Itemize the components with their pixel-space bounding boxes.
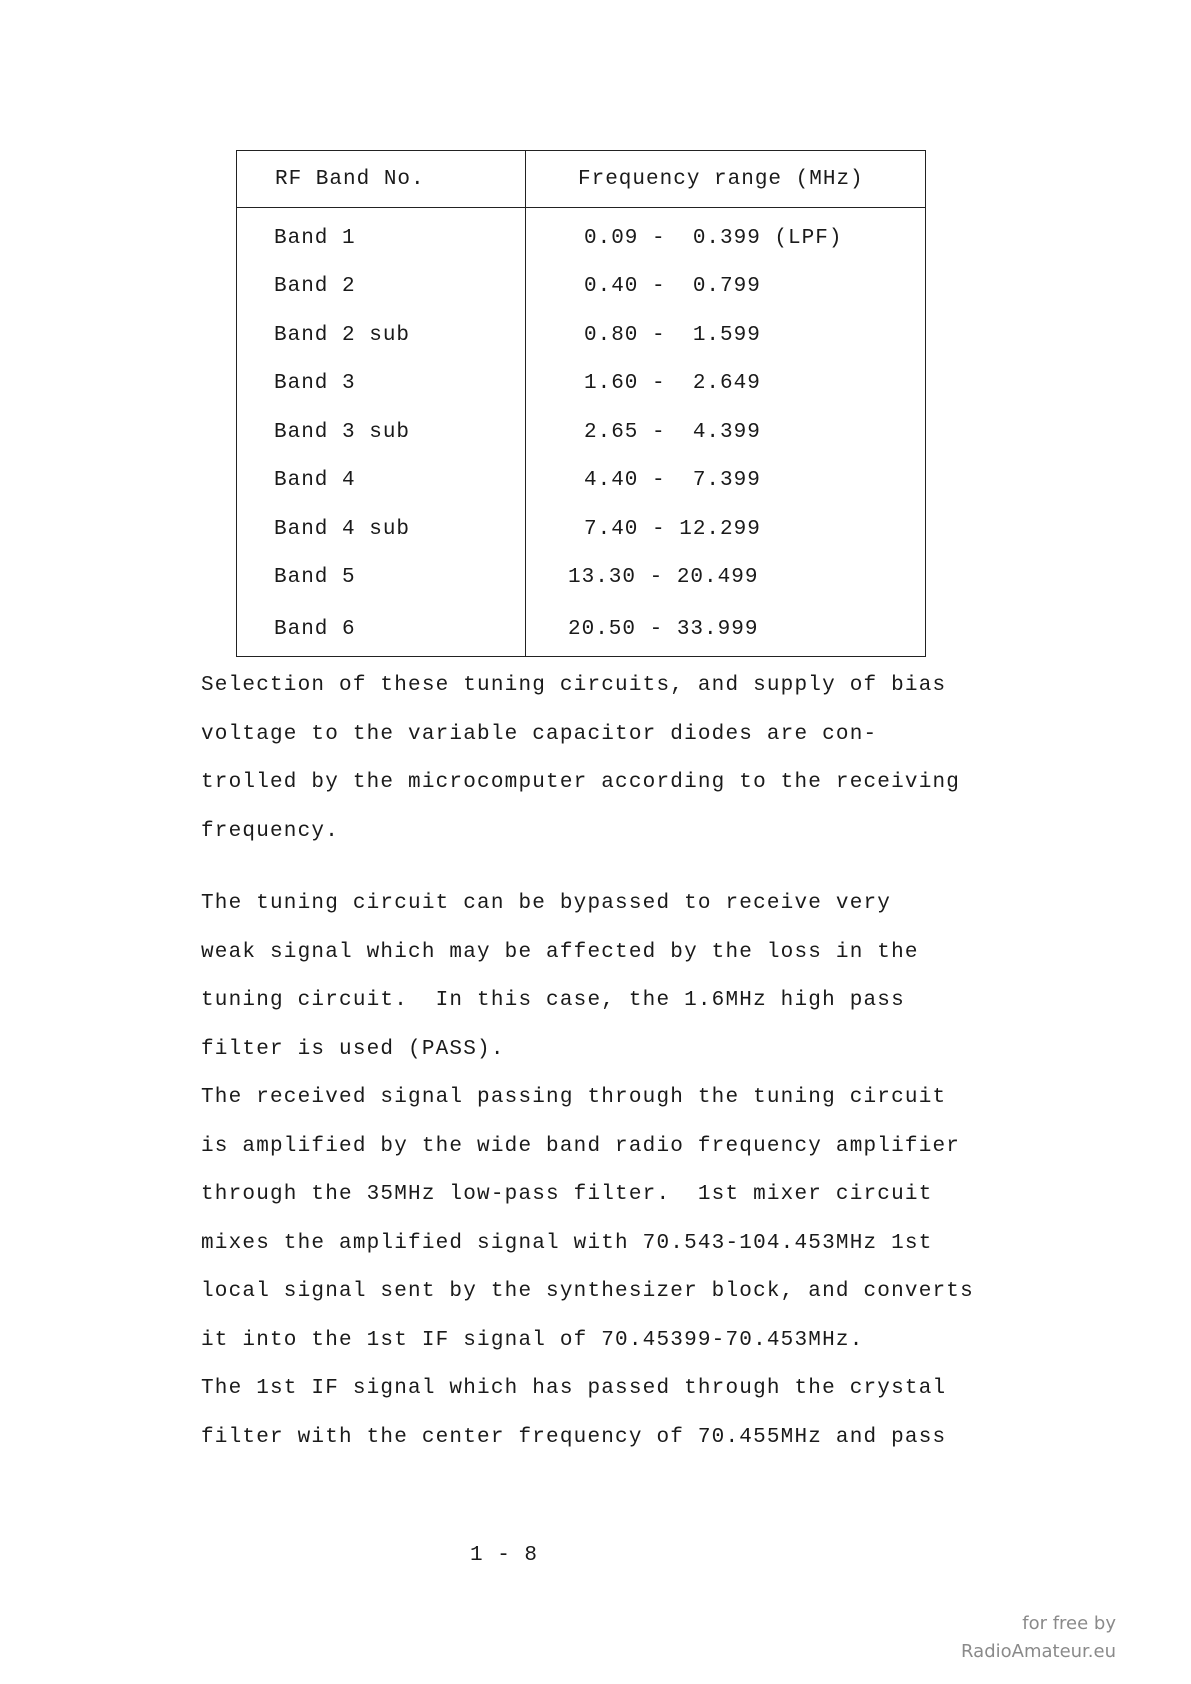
watermark	[961, 1610, 1116, 1666]
band-name: Band 1	[237, 208, 526, 263]
frequency-range: 0.09 - 0.399 (LPF)	[526, 208, 926, 263]
table-row	[237, 457, 926, 506]
band-name: Band 4	[237, 457, 526, 506]
table-row	[237, 408, 926, 457]
band-name: Band 2	[237, 263, 526, 312]
table-row	[237, 505, 926, 554]
paragraph-signal-path: The tuning circuit can be bypassed to receive very weak signal which may be affected by the loss in the tuning circuit. In this case, the 1.6MHz high pass filter is used (PASS). The received signal passing through the tuning circuit is amplified by the wide band radio frequency amplifier through the 35MHz low-pass filter. 1st mixer circuit mixes the amplified signal with 70.543-104.453MHz 1st local signal sent by the synthesizer block, and converts it into the 1st IF signal of 70.45399-70.453MHz. The 1st IF signal which has passed through the crystal filter with the center frequency of 70.455MHz and pass	[201, 892, 974, 1449]
frequency-range: 0.80 - 1.599	[526, 311, 926, 360]
header-rf-band-no: RF Band No.	[237, 151, 526, 208]
frequency-range: 4.40 - 7.399	[526, 457, 926, 506]
frequency-range: 13.30 - 20.499	[526, 554, 926, 603]
frequency-range: 1.60 - 2.649	[526, 360, 926, 409]
table-header-row	[237, 151, 926, 208]
table-row	[237, 602, 926, 657]
header-frequency-range: Frequency range (MHz)	[526, 151, 926, 208]
table-row	[237, 311, 926, 360]
watermark-line-2: RadioAmateur.eu	[961, 1641, 1116, 1662]
page-number: 1 - 8	[470, 1544, 539, 1567]
paragraph-tuning-selection: Selection of these tuning circuits, and supply of bias voltage to the variable capacitor diodes are con- trolled by the microcomputer according to the receiving frequency.	[201, 674, 961, 843]
table-row	[237, 208, 926, 263]
table-row	[237, 360, 926, 409]
band-name: Band 5	[237, 554, 526, 603]
rf-band-table	[236, 150, 926, 657]
table-row	[237, 554, 926, 603]
frequency-range: 2.65 - 4.399	[526, 408, 926, 457]
frequency-range: 7.40 - 12.299	[526, 505, 926, 554]
watermark-line-1: for free by	[1022, 1613, 1116, 1634]
band-name: Band 6	[237, 602, 526, 657]
frequency-range: 0.40 - 0.799	[526, 263, 926, 312]
band-name: Band 4 sub	[237, 505, 526, 554]
table-row	[237, 263, 926, 312]
frequency-range: 20.50 - 33.999	[526, 602, 926, 657]
band-name: Band 2 sub	[237, 311, 526, 360]
band-name: Band 3 sub	[237, 408, 526, 457]
band-name: Band 3	[237, 360, 526, 409]
